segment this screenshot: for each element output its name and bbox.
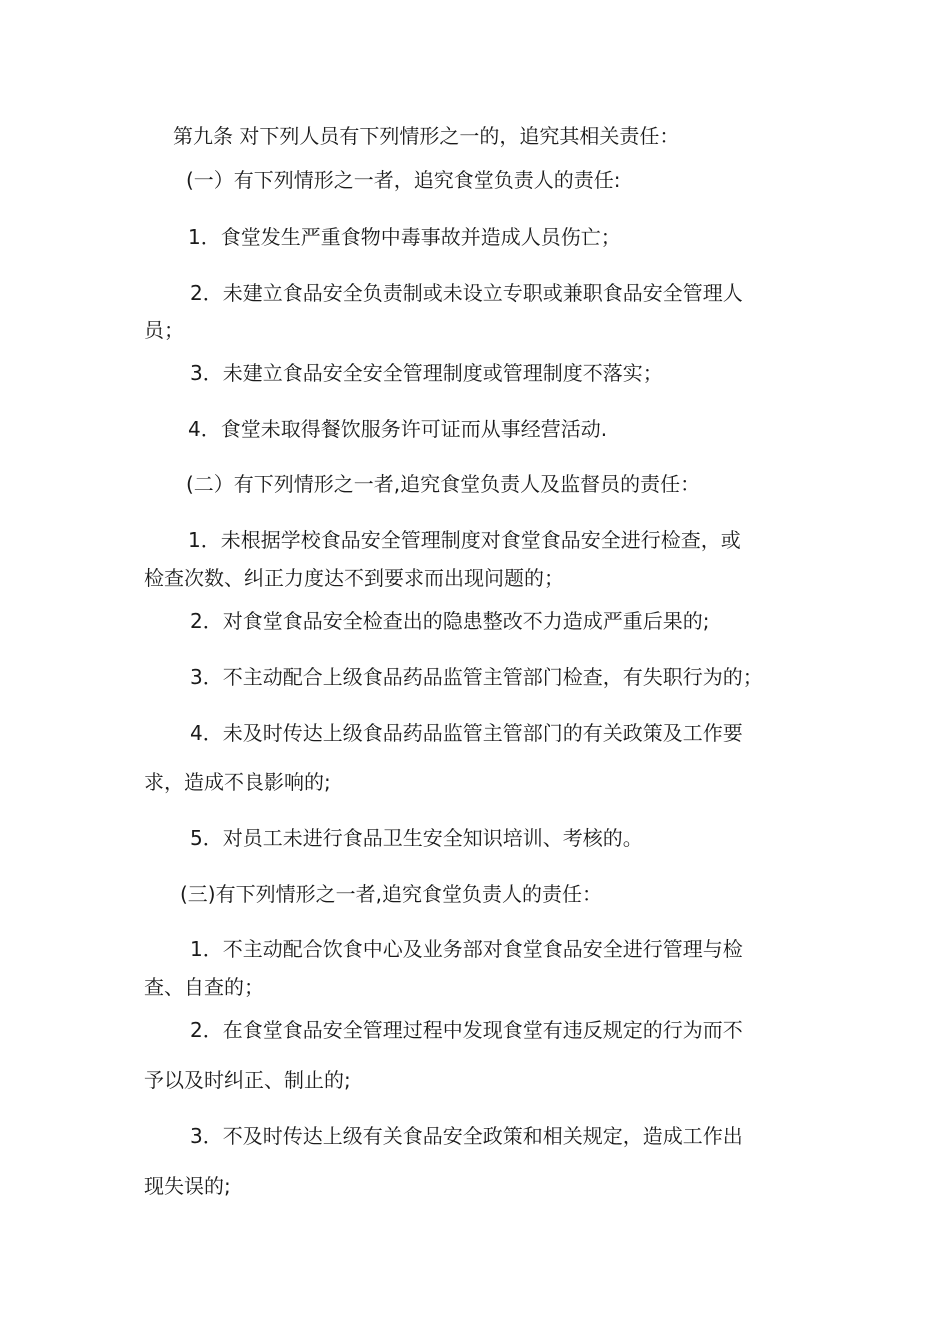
paragraph-line: 4．食堂未取得餐饮服务许可证而从事经营活动. [188,417,608,441]
paragraph-line: 2．未建立食品安全负责制或未设立专职或兼职食品安全管理人 [190,281,743,305]
section-heading-3: (三)有下列情形之一者,追究食堂负责人的责任： [180,882,602,906]
paragraph-line: 现失误的; [144,1174,231,1198]
paragraph-line: 查、自查的； [144,975,264,999]
paragraph-line: 1．食堂发生严重食物中毒事故并造成人员伤亡； [188,225,621,249]
section-heading-2: (二）有下列情形之一者,追究食堂负责人及监督员的责任： [186,472,701,496]
paragraph-line: 予以及时纠正、制止的; [144,1068,351,1092]
paragraph-line: 1．未根据学校食品安全管理制度对食堂食品安全进行检查，或 [188,528,741,552]
paragraph-line: 5．对员工未进行食品卫生安全知识培训、考核的。 [190,826,643,850]
paragraph-line: 2．在食堂食品安全管理过程中发现食堂有违反规定的行为而不 [190,1018,743,1042]
paragraph-line: 4．未及时传达上级食品药品监管主管部门的有关政策及工作要 [190,721,743,745]
paragraph-line: 检查次数、纠正力度达不到要求而出现问题的； [144,566,564,590]
paragraph-line: 3．不主动配合上级食品药品监管主管部门检查，有失职行为的； [190,665,763,689]
paragraph-line: 1．不主动配合饮食中心及业务部对食堂食品安全进行管理与检 [190,937,743,961]
paragraph-line: 2．对食堂食品安全检查出的隐患整改不力造成严重后果的; [190,609,710,633]
article-heading: 第九条 对下列人员有下列情形之一的，追究其相关责任： [173,124,680,148]
paragraph-line: 员； [144,318,184,342]
paragraph-line: 求，造成不良影响的; [144,770,331,794]
section-heading-1: (一）有下列情形之一者，追究食堂负责人的责任: [186,168,621,192]
paragraph-line: 3．未建立食品安全安全管理制度或管理制度不落实； [190,361,663,385]
paragraph-line: 3．不及时传达上级有关食品安全政策和相关规定，造成工作出 [190,1124,743,1148]
